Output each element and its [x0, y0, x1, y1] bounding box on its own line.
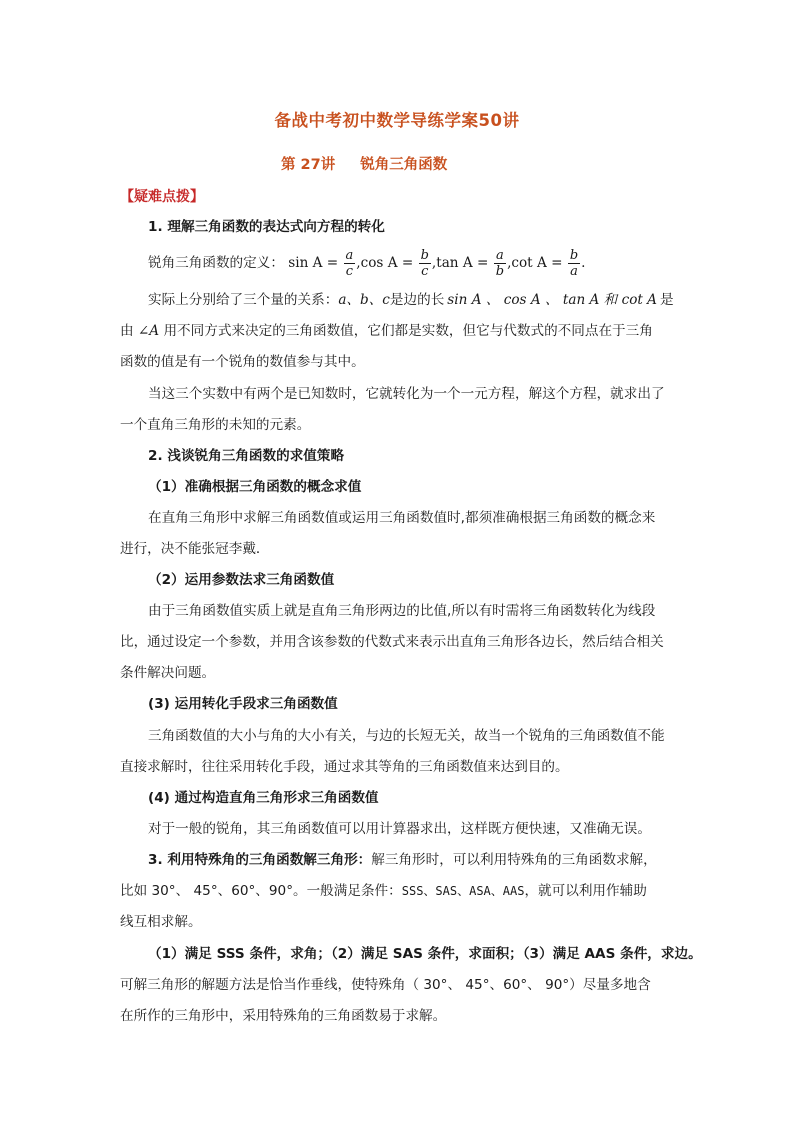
definition-label: 锐角三角函数的定义：: [148, 255, 284, 271]
section-3-line-2: [120, 881, 680, 901]
definition-line: [148, 243, 708, 283]
cot-label: ,cot A =: [507, 255, 563, 271]
section-2-title: 2. 浅谈锐角三角函数的求值策略: [148, 448, 345, 464]
cos-denominator: c: [421, 264, 429, 279]
text-run: 是: [660, 292, 674, 308]
sin-denominator: c: [345, 264, 354, 279]
section-3-cases: （1）满足 SSS 条件，求角；（2）满足 SAS 条件，求面积；（3）满足 AAS 条件，求边。: [148, 946, 702, 962]
tan-fraction: [494, 248, 506, 279]
congruence-conditions: SSS、SAS、ASA、AAS: [401, 884, 525, 898]
formula-period: .: [581, 255, 586, 271]
cos-label: ,cos A =: [356, 255, 414, 271]
text-run: 解三角形时，可以利用特殊角的三角函数求解，: [371, 852, 657, 868]
document-title: 备战中考初中数学导练学案50讲: [274, 111, 520, 130]
tan-denominator: b: [495, 264, 505, 279]
subsection-2-1-line-1: 在直角三角形中求解三角函数值或运用三角函数值时,都须准确根据三角函数的概念来: [148, 510, 656, 526]
subsection-2-4-title: (4) 通过构造直角三角形求三角函数值: [148, 790, 379, 806]
text-run: 实际上分别给了三个量的关系：: [148, 292, 339, 308]
angle-symbol: ∠A: [137, 323, 160, 339]
sin-fraction: [344, 248, 356, 279]
paragraph-1-line-1: [148, 290, 708, 310]
tan-label: ,tan A =: [431, 255, 489, 271]
text-run: 由: [120, 323, 134, 339]
section-1-title: 1. 理解三角函数的表达式向方程的转化: [148, 219, 385, 235]
tan-numerator: a: [494, 248, 506, 264]
subsection-2-3-line-1: 三角函数值的大小与角的大小有关，与边的长短无关，故当一个锐角的三角函数值不能: [148, 728, 665, 744]
lecture-heading: [281, 153, 447, 174]
section-3-line-6: 在所作的三角形中，采用特殊角的三角函数易于求解。: [120, 1008, 447, 1024]
text-run: 用不同方式来决定的三角函数值，它们都是实数，但它与代数式的不同点在于三角: [163, 323, 653, 339]
subsection-2-1-title: （1）准确根据三角函数的概念求值: [148, 479, 362, 495]
definition-formula: [288, 248, 586, 279]
subsection-2-3-line-2: 直接求解时，往往采用转化手段，通过求其等角的三角函数值来达到目的。: [120, 759, 569, 775]
text-run: 是边的长: [389, 292, 445, 308]
subsection-2-3-title: (3) 运用转化手段求三角函数值: [148, 696, 338, 712]
subsection-2-4-line-1: 对于一般的锐角，其三角函数值可以用计算器求出，这样既方便快速，又准确无误。: [148, 821, 651, 837]
cot-numerator: b: [569, 248, 579, 263]
cos-fraction: [419, 248, 431, 279]
lecture-number: 第 27讲: [281, 157, 336, 173]
section-3-title: 3. 利用特殊角的三角函数解三角形：: [148, 852, 372, 868]
sin-label: sin A =: [288, 255, 339, 271]
cot-fraction: [568, 248, 580, 279]
paragraph-2-line-1: 当这三个实数中有两个是已知数时，它就转化为一个一元方程，解这个方程，就求出了: [148, 386, 665, 402]
trig-function-list: sin A 、 cos A 、 tan A 和 cot A: [447, 292, 657, 308]
paragraph-1-line-2: [120, 321, 680, 341]
cot-denominator: a: [570, 264, 578, 279]
cos-numerator: b: [420, 248, 429, 263]
subsection-2-1-line-2: 进行，决不能张冠李戴．: [120, 541, 270, 557]
side-variables: a、b、c: [338, 292, 390, 308]
section-tag: 【疑难点拨】: [120, 189, 204, 205]
section-3-line-5: 可解三角形的解题方法是恰当作垂线，使特殊角（ 30°、 45°、60°、 90°）尽量多地含: [120, 977, 651, 993]
section-3-line-1: [148, 850, 708, 870]
section-3-line-3: 线互相求解。: [120, 914, 202, 930]
subsection-2-2-line-2: 比，通过设定一个参数，并用含该参数的代数式来表示出直角三角形各边长，然后结合相关: [120, 634, 664, 650]
paragraph-1-line-3: 函数的值是有一个锐角的数值参与其中。: [120, 354, 365, 370]
paragraph-2-line-2: 一个直角三角形的未知的元素。: [120, 417, 311, 433]
subsection-2-2-title: （2）运用参数法求三角函数值: [148, 572, 335, 588]
sin-numerator: a: [345, 248, 354, 263]
subsection-2-2-line-1: 由于三角函数值实质上就是直角三角形两边的比值,所以有时需将三角函数转化为线段: [148, 603, 656, 619]
text-run: 比如 30°、 45°、60°、90°。一般满足条件：: [120, 883, 402, 899]
subsection-2-2-line-3: 条件解决问题。: [120, 665, 216, 681]
text-run: ，就可以利用作辅助: [524, 883, 647, 899]
lecture-name: 锐角三角函数: [360, 157, 448, 173]
